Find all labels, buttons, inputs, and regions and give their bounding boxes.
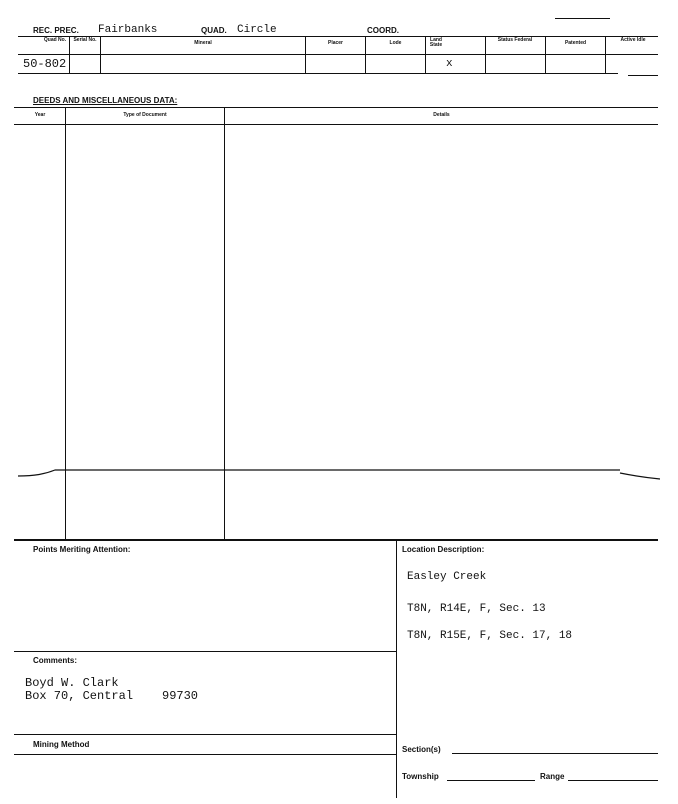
col-status-federal: Status Federal bbox=[497, 37, 533, 43]
mining-under-rule bbox=[14, 754, 396, 755]
section-field-line bbox=[452, 753, 658, 754]
range-label: Range bbox=[540, 772, 565, 781]
location-line2: T8N, R14E, F, Sec. 13 bbox=[407, 603, 546, 615]
col-land-state: Land State bbox=[429, 37, 443, 48]
col-details: Details bbox=[433, 112, 450, 118]
col-quad-no: Quad No. bbox=[43, 37, 67, 43]
rec-prec-label: REC. PREC. bbox=[33, 26, 79, 35]
comments-zip: 99730 bbox=[162, 689, 199, 703]
table1-header-rule bbox=[18, 54, 658, 55]
quad-value: Circle bbox=[237, 24, 277, 36]
location-label: Location Description: bbox=[402, 545, 485, 554]
quad-label: QUAD. bbox=[201, 26, 227, 35]
bottom-grid-divider bbox=[396, 540, 397, 798]
col-active-idle: Active Idle bbox=[620, 37, 646, 43]
rec-prec-value: Fairbanks bbox=[98, 24, 158, 36]
page-join-line bbox=[0, 462, 678, 486]
mining-method-label: Mining Method bbox=[33, 740, 90, 749]
col-mineral: Mineral bbox=[194, 40, 212, 46]
table1-divider bbox=[605, 36, 606, 74]
table1-bottom-tail bbox=[628, 75, 658, 76]
land-state-value: x bbox=[446, 58, 453, 70]
coord-label: COORD. bbox=[367, 26, 399, 35]
table1-bottom-rule bbox=[18, 73, 618, 74]
deeds-top-rule bbox=[14, 107, 658, 108]
col-lode: Lode bbox=[389, 40, 402, 46]
township-field-line bbox=[447, 780, 535, 781]
col-serial-no: Serial No. bbox=[73, 37, 97, 43]
table1-top-rule bbox=[18, 36, 658, 37]
comments-line2-name: Box 70, Central bbox=[25, 689, 134, 703]
col-year: Year bbox=[34, 112, 46, 118]
quad-no-value: 50-802 bbox=[23, 57, 67, 71]
comments-top-rule bbox=[14, 651, 396, 652]
location-line3: T8N, R15E, F, Sec. 17, 18 bbox=[407, 630, 573, 642]
bottom-grid-top-rule bbox=[14, 539, 658, 541]
col-type-of-document: Type of Document bbox=[123, 112, 167, 118]
top-right-rule bbox=[555, 18, 610, 19]
table1-divider bbox=[485, 36, 486, 74]
col-patented: Patented bbox=[564, 40, 587, 46]
col-placer: Placer bbox=[327, 40, 343, 46]
range-field-line bbox=[568, 780, 658, 781]
deeds-header-rule bbox=[14, 124, 658, 125]
township-label: Township bbox=[402, 772, 439, 781]
comments-line1: Boyd W. Clark bbox=[25, 676, 119, 690]
location-line1: Easley Creek bbox=[407, 571, 487, 583]
comments-label: Comments: bbox=[33, 656, 78, 665]
section-label: Section(s) bbox=[402, 745, 441, 754]
points-label: Points Meriting Attention: bbox=[33, 545, 131, 554]
mining-top-rule bbox=[14, 734, 396, 735]
deeds-title: DEEDS AND MISCELLANEOUS DATA: bbox=[33, 96, 178, 105]
